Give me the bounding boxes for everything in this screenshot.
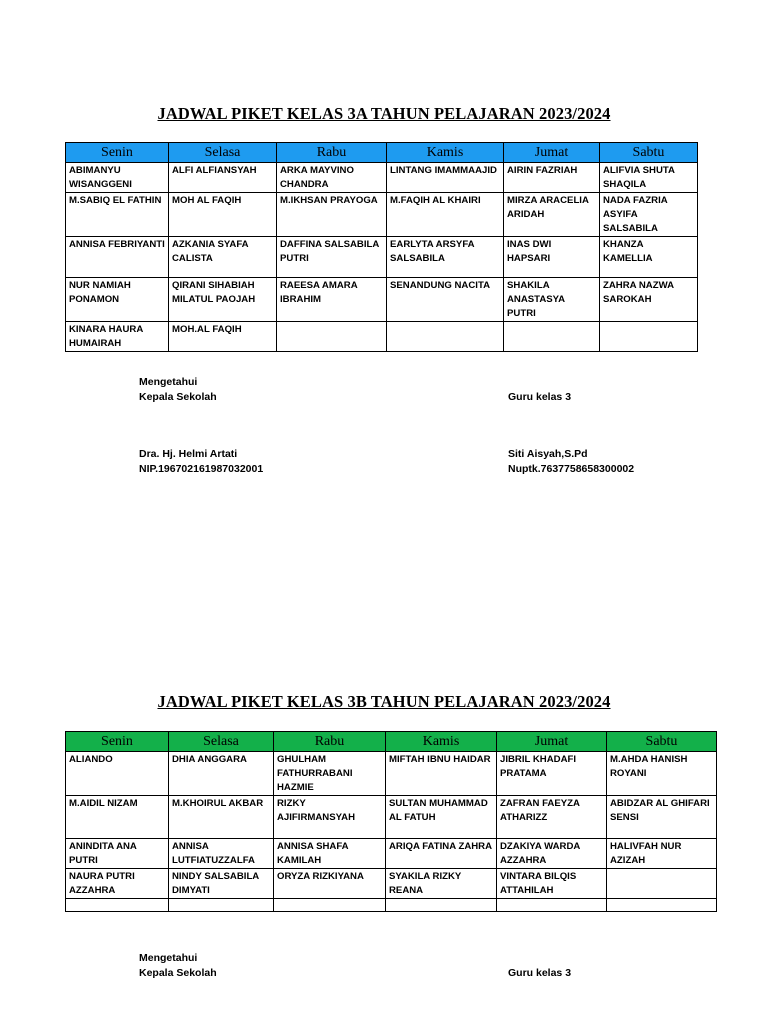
schedule-table-3a: [65, 142, 698, 352]
table-cell: SULTAN MUHAMMAD AL FATUH: [386, 796, 497, 839]
table-cell: NUR NAMIAH PONAMON: [66, 278, 169, 322]
table-cell: QIRANI SIHABIAH MILATUL PAOJAH: [169, 278, 277, 322]
page-title-3a: JADWAL PIKET KELAS 3A TAHUN PELAJARAN 2023/2024: [157, 104, 611, 123]
table-row: [66, 278, 698, 322]
table-cell: M.IKHSAN PRAYOGA: [277, 193, 387, 237]
table-cell: ARKA MAYVINO CHANDRA: [277, 163, 387, 193]
table-cell: INAS DWI HAPSARI: [504, 237, 600, 278]
table-cell: [169, 899, 274, 912]
table-cell: SYAKILA RIZKY REANA: [386, 869, 497, 899]
table-cell: ZAHRA NAZWA SAROKAH: [600, 278, 698, 322]
table-cell: SHAKILA ANASTASYA PUTRI: [504, 278, 600, 322]
table-cell: ARIQA FATINA ZAHRA: [386, 839, 497, 869]
table-cell: M.AIDIL NIZAM: [66, 796, 169, 839]
table-cell: HALIVFAH NUR AZIZAH: [607, 839, 717, 869]
signature-block-principal-3b: [139, 951, 217, 981]
header-cell: Jumat: [504, 143, 600, 163]
table-cell: EARLYTA ARSYFA SALSABILA: [387, 237, 504, 278]
table-cell: [386, 899, 497, 912]
header-cell: Sabtu: [607, 732, 717, 752]
signature-block-principal: [139, 375, 217, 405]
table-cell: [607, 899, 717, 912]
table-row: [66, 163, 698, 193]
table-cell: M.KHOIRUL AKBAR: [169, 796, 274, 839]
teacher-role-3b: Guru kelas 3: [508, 967, 572, 979]
table-cell: KHANZA KAMELLIA: [600, 237, 698, 278]
table-cell: M.SABIQ EL FATHIN: [66, 193, 169, 237]
acknowledge-label: Mengetahui: [139, 952, 198, 964]
table-row: [66, 796, 717, 839]
teacher-name: Siti Aisyah,S.Pd: [508, 448, 588, 460]
table-cell: AIRIN FAZRIAH: [504, 163, 600, 193]
principal-role: Kepala Sekolah: [139, 967, 217, 979]
table-row: [66, 193, 698, 237]
table-cell: VINTARA BILQIS ATTAHILAH: [497, 869, 607, 899]
principal-name: Dra. Hj. Helmi Artati: [139, 448, 238, 460]
table-row: [66, 899, 717, 912]
table-cell: DAFFINA SALSABILA PUTRI: [277, 237, 387, 278]
header-cell: Selasa: [169, 732, 274, 752]
table-cell: RAEESA AMARA IBRAHIM: [277, 278, 387, 322]
header-cell: Senin: [66, 732, 169, 752]
table-cell: DHIA ANGGARA: [169, 752, 274, 796]
table-cell: MOH.AL FAQIH: [169, 322, 277, 352]
teacher-signature: [508, 447, 634, 477]
header-cell: Jumat: [497, 732, 607, 752]
table-cell: [497, 899, 607, 912]
header-cell: Senin: [66, 143, 169, 163]
table-row: [66, 869, 717, 899]
header-cell: Kamis: [386, 732, 497, 752]
table-cell: ALIFVIA SHUTA SHAQILA: [600, 163, 698, 193]
table-cell: SENANDUNG NACITA: [387, 278, 504, 322]
table-cell: ABIMANYU WISANGGENI: [66, 163, 169, 193]
teacher-nuptk: Nuptk.7637758658300002: [508, 463, 635, 475]
header-cell: Kamis: [387, 143, 504, 163]
table-cell: RIZKY AJIFIRMANSYAH: [274, 796, 386, 839]
table-cell: ABIDZAR AL GHIFARI SENSI: [607, 796, 717, 839]
table-cell: ANNISA FEBRIYANTI: [66, 237, 169, 278]
schedule-table-3b: [65, 731, 717, 912]
table-cell: [66, 899, 169, 912]
table-cell: ZAFRAN FAEYZA ATHARIZZ: [497, 796, 607, 839]
page-title-3b: JADWAL PIKET KELAS 3B TAHUN PELAJARAN 2023/2024: [157, 692, 611, 711]
table-cell: NAURA PUTRI AZZAHRA: [66, 869, 169, 899]
table-cell: JIBRIL KHADAFI PRATAMA: [497, 752, 607, 796]
table-cell: [387, 322, 504, 352]
table-cell: ORYZA RIZKIYANA: [274, 869, 386, 899]
table-cell: ALFI ALFIANSYAH: [169, 163, 277, 193]
table-cell: ANNISA SHAFA KAMILAH: [274, 839, 386, 869]
header-cell: Rabu: [274, 732, 386, 752]
table-cell: GHULHAM FATHURRABANI HAZMIE: [274, 752, 386, 796]
table-cell: M.FAQIH AL KHAIRI: [387, 193, 504, 237]
principal-signature: [139, 447, 263, 477]
header-row: [66, 143, 698, 163]
table-cell: ANINDITA ANA PUTRI: [66, 839, 169, 869]
table-cell: [504, 322, 600, 352]
table-cell: NADA FAZRIA ASYIFA SALSABILA: [600, 193, 698, 237]
principal-role: Kepala Sekolah: [139, 391, 217, 403]
table-cell: LINTANG IMAMMAAJID: [387, 163, 504, 193]
header-cell: Rabu: [277, 143, 387, 163]
principal-nip: NIP.196702161987032001: [139, 463, 264, 475]
table-cell: [274, 899, 386, 912]
table-cell: KINARA HAURA HUMAIRAH: [66, 322, 169, 352]
acknowledge-label: Mengetahui: [139, 376, 198, 388]
teacher-role: Guru kelas 3: [508, 391, 572, 403]
table-cell: [277, 322, 387, 352]
table-row: [66, 322, 698, 352]
table-cell: MIRZA ARACELIA ARIDAH: [504, 193, 600, 237]
header-cell: Sabtu: [600, 143, 698, 163]
header-cell: Selasa: [169, 143, 277, 163]
table-cell: AZKANIA SYAFA CALISTA: [169, 237, 277, 278]
table-row: [66, 839, 717, 869]
table-cell: M.AHDA HANISH ROYANI: [607, 752, 717, 796]
table-cell: DZAKIYA WARDA AZZAHRA: [497, 839, 607, 869]
table-cell: ALIANDO: [66, 752, 169, 796]
table-cell: [607, 869, 717, 899]
table-cell: [600, 322, 698, 352]
table-row: [66, 752, 717, 796]
header-row: [66, 732, 717, 752]
table-cell: ANNISA LUTFIATUZZALFA: [169, 839, 274, 869]
table-cell: MOH AL FAQIH: [169, 193, 277, 237]
table-cell: NINDY SALSABILA DIMYATI: [169, 869, 274, 899]
table-row: [66, 237, 698, 278]
table-cell: MIFTAH IBNU HAIDAR: [386, 752, 497, 796]
